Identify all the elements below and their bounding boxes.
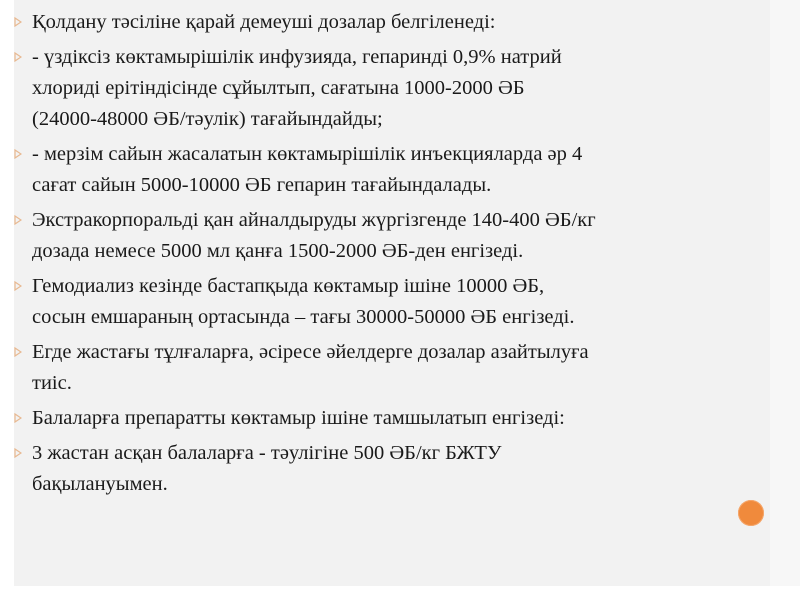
bullet-icon — [14, 52, 22, 62]
bullet-icon — [14, 448, 22, 458]
list-item — [14, 438, 774, 500]
item-line: Балаларға препаратты көктамыр ішіне тамшылатып енгізеді: — [32, 407, 565, 429]
list-item — [14, 271, 774, 333]
list-item — [14, 337, 774, 399]
item-line: (24000-48000 ӘБ/тәулік) тағайындайды; — [32, 108, 383, 130]
list-item — [14, 7, 774, 38]
bullet-icon — [14, 281, 22, 291]
bullet-icon — [14, 413, 22, 423]
item-line: дозада немесе 5000 мл қанға 1500-2000 ӘБ-ден енгізеді. — [32, 240, 524, 262]
list-item — [14, 205, 774, 267]
item-line: сағат сайын 5000-10000 ӘБ гепарин тағайындалады. — [32, 174, 492, 196]
bullet-icon — [14, 347, 22, 357]
item-line: 3 жастан асқан балаларға - тәулігіне 500 ӘБ/кг БЖТУ — [32, 442, 502, 464]
item-line: - мерзім сайын жасалатын көктамырішілік инъекцияларда әр 4 — [32, 143, 583, 165]
right-margin — [770, 0, 800, 600]
list-item — [14, 139, 774, 201]
item-line: тиіс. — [32, 372, 72, 394]
item-line: Егде жастағы тұлғаларға, әсіресе әйелдерге дозалар азайтылуға — [32, 341, 589, 363]
item-line: Гемодиализ кезінде бастапқыда көктамыр ішіне 10000 ӘБ, — [32, 275, 545, 297]
item-line: сосын емшараның ортасында – тағы 30000-50000 ӘБ енгізеді. — [32, 306, 575, 328]
bullet-icon — [14, 17, 22, 27]
item-line: Экстракорпоральді қан айналдыруды жүргізгенде 140-400 ӘБ/кг — [32, 209, 596, 231]
item-line: Қолдану тәсіліне қарай демеуші дозалар белгіленеді: — [32, 11, 496, 33]
bullet-list — [14, 0, 774, 500]
list-item — [14, 403, 774, 434]
bullet-icon — [14, 215, 22, 225]
item-line: бақылануымен. — [32, 473, 168, 495]
bullet-icon — [14, 149, 22, 159]
list-item — [14, 42, 774, 135]
orange-circle-icon — [738, 500, 764, 526]
item-line: хлориді ерітіндісінде сұйылтып, сағатына 1000-2000 ӘБ — [32, 77, 525, 99]
item-line: - үздіксіз көктамырішілік инфузияда, гепаринді 0,9% натрий — [32, 46, 562, 68]
bottom-margin — [14, 586, 800, 600]
